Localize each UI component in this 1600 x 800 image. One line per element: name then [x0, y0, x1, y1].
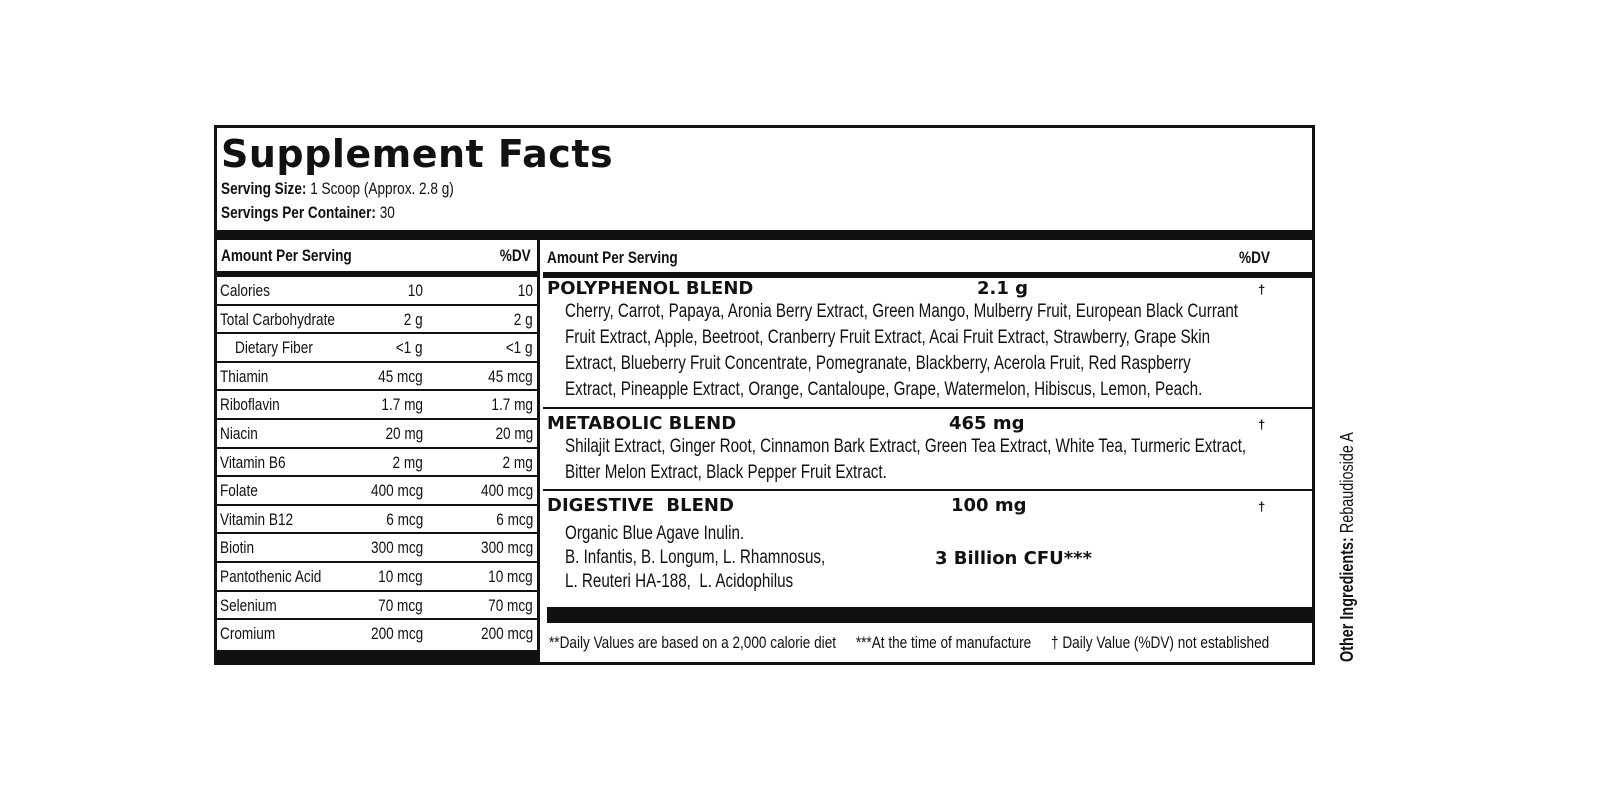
nutrient-dv: 70 mcg	[488, 595, 533, 615]
nutrient-amount: 1.7 mg	[381, 395, 423, 415]
nutrient-name: Thiamin	[220, 366, 269, 386]
footer-bar	[217, 650, 537, 662]
nutrient-name: Selenium	[220, 595, 277, 615]
footer-bar	[547, 607, 1312, 623]
ingredient-line: Extract, Blueberry Fruit Concentrate, Pomegranate, Blackberry, Acerola Fruit, Red Raspberry	[565, 353, 1191, 374]
table-row	[217, 506, 537, 535]
nutrient-name: Biotin	[220, 538, 255, 558]
ingredient-line: Fruit Extract, Apple, Beetroot, Cranberry Fruit Extract, Acai Fruit Extract, Strawberry, Grape Skin	[565, 327, 1211, 348]
nutrient-amount: 200 mcg	[370, 624, 423, 644]
table-row	[217, 477, 537, 506]
header-dv: %DV	[500, 246, 531, 265]
metabolic-blend-name: METABOLIC BLEND	[547, 413, 737, 434]
ingredient-line: Bitter Melon Extract, Black Pepper Fruit Extract.	[565, 462, 887, 483]
other-ingredients-value: Rebaudioside A	[1337, 432, 1357, 534]
nutrient-dv: 1.7 mg	[491, 395, 533, 415]
ingredient-line: Cherry, Carrot, Papaya, Aronia Berry Extract, Green Mango, Mulberry Fruit, European Black Currant	[565, 301, 1239, 322]
nutrient-name: Total Carbohydrate	[220, 309, 335, 329]
table-row	[217, 449, 537, 478]
footnote-dv-not-established: † Daily Value (%DV) not established	[1051, 633, 1270, 652]
nutrient-amount: 70 mcg	[378, 595, 423, 615]
nutrient-amount: 400 mcg	[370, 481, 423, 501]
table-row	[217, 534, 537, 563]
polyphenol-blend-name: POLYPHENOL BLEND	[547, 278, 754, 299]
blend-table-header	[547, 246, 1275, 270]
metabolic-blend-amount: 465 mg	[949, 413, 1025, 434]
other-ingredients	[1336, 375, 1358, 662]
nutrient-dv: 200 mcg	[480, 624, 533, 644]
blend-divider	[543, 489, 1312, 491]
nutrient-name: Folate	[220, 481, 258, 501]
table-row	[217, 563, 537, 592]
nutrient-dv: 300 mcg	[480, 538, 533, 558]
nutrient-amount: 20 mg	[385, 424, 423, 443]
servings-per-container-label: Servings Per Container:	[221, 203, 376, 222]
dagger-mark: †	[1258, 417, 1266, 432]
nutrient-amount: 10	[407, 281, 423, 300]
polyphenol-blend-amount: 2.1 g	[977, 278, 1029, 299]
header-amount: Amount Per Serving	[547, 248, 678, 267]
nutrient-amount: 6 mcg	[385, 509, 423, 529]
table-row	[217, 620, 537, 649]
nutrient-dv: 10 mcg	[488, 567, 533, 586]
nutrient-dv: 2 g	[514, 309, 533, 329]
other-ingredients-label: Other Ingredients:	[1337, 537, 1357, 662]
nutrient-dv: 45 mcg	[488, 366, 533, 386]
ingredient-line: Extract, Pineapple Extract, Orange, Cantaloupe, Grape, Watermelon, Hibiscus, Lemon, Peach.	[565, 379, 1203, 400]
nutrient-amount: 300 mcg	[370, 538, 423, 558]
supplement-facts-panel	[214, 125, 1315, 665]
nutrient-amount: 2 g	[404, 309, 423, 329]
footnote-daily-values: **Daily Values are based on a 2,000 calorie diet	[549, 633, 837, 652]
ingredient-line: B. Infantis, B. Longum, L. Rhamnosus,	[565, 547, 826, 568]
nutrient-table	[217, 240, 540, 662]
nutrient-dv: <1 g	[506, 338, 533, 358]
nutrient-table-header	[221, 244, 531, 268]
page-title: Supplement Facts	[221, 132, 614, 176]
header-dv: %DV	[1239, 248, 1270, 267]
serving-size-value: 1 Scoop (Approx. 2.8 g)	[310, 179, 454, 198]
digestive-blend-name: DIGESTIVE BLEND	[547, 495, 734, 516]
nutrient-name: Dietary Fiber	[235, 338, 313, 358]
servings-per-container-value: 30	[379, 203, 395, 222]
nutrient-name: Riboflavin	[220, 395, 280, 415]
nutrient-name: Calories	[220, 281, 270, 300]
dagger-mark: †	[1258, 499, 1266, 514]
ingredient-line: Organic Blue Agave Inulin.	[565, 523, 745, 544]
table-row	[217, 363, 537, 392]
blend-divider	[543, 407, 1312, 409]
nutrient-name: Pantothenic Acid	[220, 567, 322, 586]
nutrient-name: Vitamin B12	[220, 509, 294, 529]
nutrient-amount: 10 mcg	[378, 567, 423, 586]
nutrient-dv: 400 mcg	[480, 481, 533, 501]
table-row	[217, 277, 537, 306]
nutrient-name: Niacin	[220, 424, 258, 443]
cfu-count: 3 Billion CFU***	[935, 548, 1092, 569]
nutrient-amount: <1 g	[396, 338, 423, 358]
dagger-mark: †	[1258, 282, 1266, 297]
nutrient-dv: 10	[517, 281, 533, 300]
table-row	[217, 420, 537, 449]
table-row	[217, 592, 537, 621]
table-row	[217, 391, 537, 420]
nutrient-name: Cromium	[220, 624, 276, 644]
nutrient-dv: 6 mcg	[495, 509, 533, 529]
table-row	[217, 334, 537, 363]
divider-bar	[217, 230, 1312, 240]
nutrient-amount: 45 mcg	[378, 366, 423, 386]
nutrient-amount: 2 mg	[392, 452, 423, 472]
table-row	[217, 306, 537, 335]
digestive-blend-amount: 100 mg	[951, 495, 1027, 516]
header-amount: Amount Per Serving	[221, 246, 352, 265]
nutrient-name: Vitamin B6	[220, 452, 286, 472]
servings-per-container	[221, 203, 438, 223]
footnote-manufacture: ***At the time of manufacture	[855, 633, 1032, 652]
serving-size	[221, 179, 512, 199]
nutrient-dv: 2 mg	[502, 452, 533, 472]
serving-size-label: Serving Size:	[221, 179, 307, 198]
ingredient-line: L. Reuteri HA-188, L. Acidophilus	[565, 571, 794, 592]
ingredient-line: Shilajit Extract, Ginger Root, Cinnamon Bark Extract, Green Tea Extract, White Tea, Turmeric Extract,	[565, 436, 1247, 457]
nutrient-dv: 20 mg	[495, 424, 533, 443]
blend-table	[543, 240, 1312, 662]
